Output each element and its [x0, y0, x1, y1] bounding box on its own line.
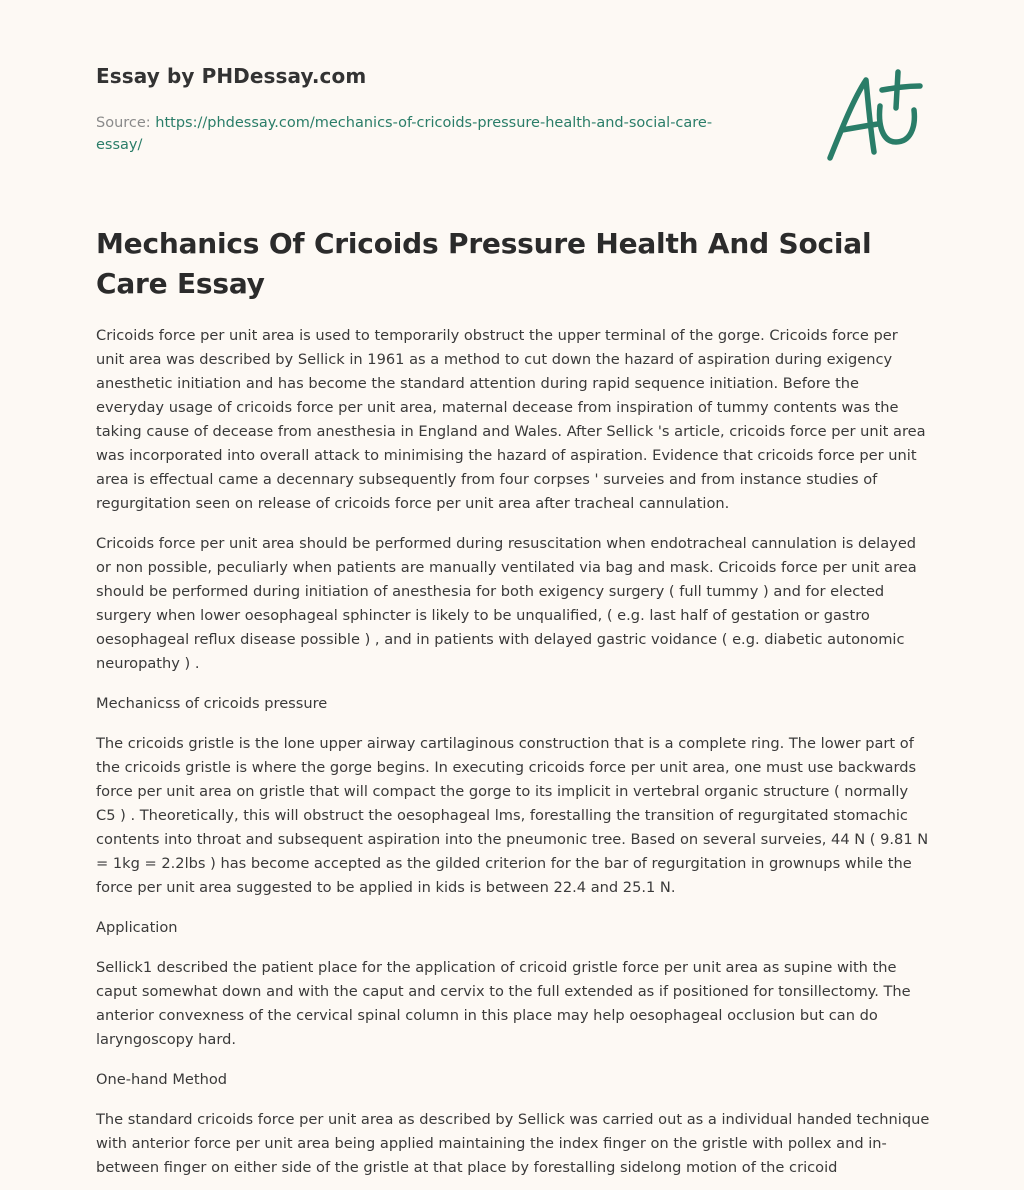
source-label: Source: — [96, 115, 156, 131]
section-heading: Application — [96, 919, 178, 936]
paragraph: Sellick1 described the patient place for the application of cricoid gristle force per unit area as supine with the caput somewhat down and with the caput and cervix to the full extended as if positioned for tonsillectomy. The anterior convexness of the cervical spinal column in this place may help oesophageal occlusion but can do laryngoscopy hard. — [96, 959, 911, 1048]
paragraph: The standard cricoids force per unit area as described by Sellick was carried out as a individual handed technique with anterior force per unit area being applied maintaining the index finger on the gristle with pollex and in-between finger on either side of the gristle at that place by forestalling sidelong motion of the cricoid — [96, 1111, 930, 1176]
source-link[interactable]: https://phdessay.com/mechanics-of-cricoids-pressure-health-and-social-care-essay/ — [96, 115, 713, 153]
site-brand: Essay by PHDessay.com — [96, 64, 367, 88]
section-heading: Mechanicss of cricoids pressure — [96, 695, 328, 712]
essay-body — [96, 324, 930, 1190]
paragraph: The cricoids gristle is the lone upper airway cartilaginous construction that is a complete ring. The lower part of the cricoids gristle is where the gorge begins. In executing cricoids force per unit area, one must use backwards force per unit area on gristle that will compact the gorge to its implicit in vertebral organic structure ( normally C5 ) . Theoretically, this will obstruct the oesophageal lms, forestalling the transition of regurgitated stomachic contents into throat and subsequent aspiration into the pneumonic tree. Based on several surveies, 44 N ( 9.81 N = 1kg = 2.2lbs ) has become accepted as the gilded criterion for the bar of regurgitation in grownups while the force per unit area suggested to be applied in kids is between 22.4 and 25.1 N. — [96, 735, 929, 896]
source-line — [96, 112, 746, 156]
a-plus-logo-icon — [820, 68, 930, 168]
essay-title: Mechanics Of Cricoids Pressure Health And Social Care Essay — [96, 227, 872, 300]
section-heading: One-hand Method — [96, 1071, 228, 1088]
paragraph: Cricoids force per unit area is used to temporarily obstruct the upper terminal of the gorge. Cricoids force per unit area was described by Sellick in 1961 as a method to cut down the hazard of aspiration during exigency anesthetic initiation and has become the standard attention during rapid sequence initiation. Before the everyday usage of cricoids force per unit area, maternal decease from inspiration of tummy contents was the taking cause of decease from anesthesia in England and Wales. After Sellick 's article, cricoids force per unit area was incorporated into overall attack to minimising the hazard of aspiration. Evidence that cricoids force per unit area is effectual came a decennary subsequently from four corpses ' surveies and from instance studies of regurgitation seen on release of cricoids force per unit area after tracheal cannulation. — [96, 327, 926, 512]
paragraph: Cricoids force per unit area should be performed during resuscitation when endotracheal cannulation is delayed or non possible, peculiarly when patients are manually ventilated via bag and mask. Cricoids force per unit area should be performed during initiation of anesthesia for both exigency surgery ( full tummy ) and for elected surgery when lower oesophageal sphincter is likely to be unqualified, ( e.g. last half of gestation or gastro oesophageal reflux disease possible ) , and in patients with delayed gastric voidance ( e.g. diabetic autonomic neuropathy ) . — [96, 535, 917, 672]
